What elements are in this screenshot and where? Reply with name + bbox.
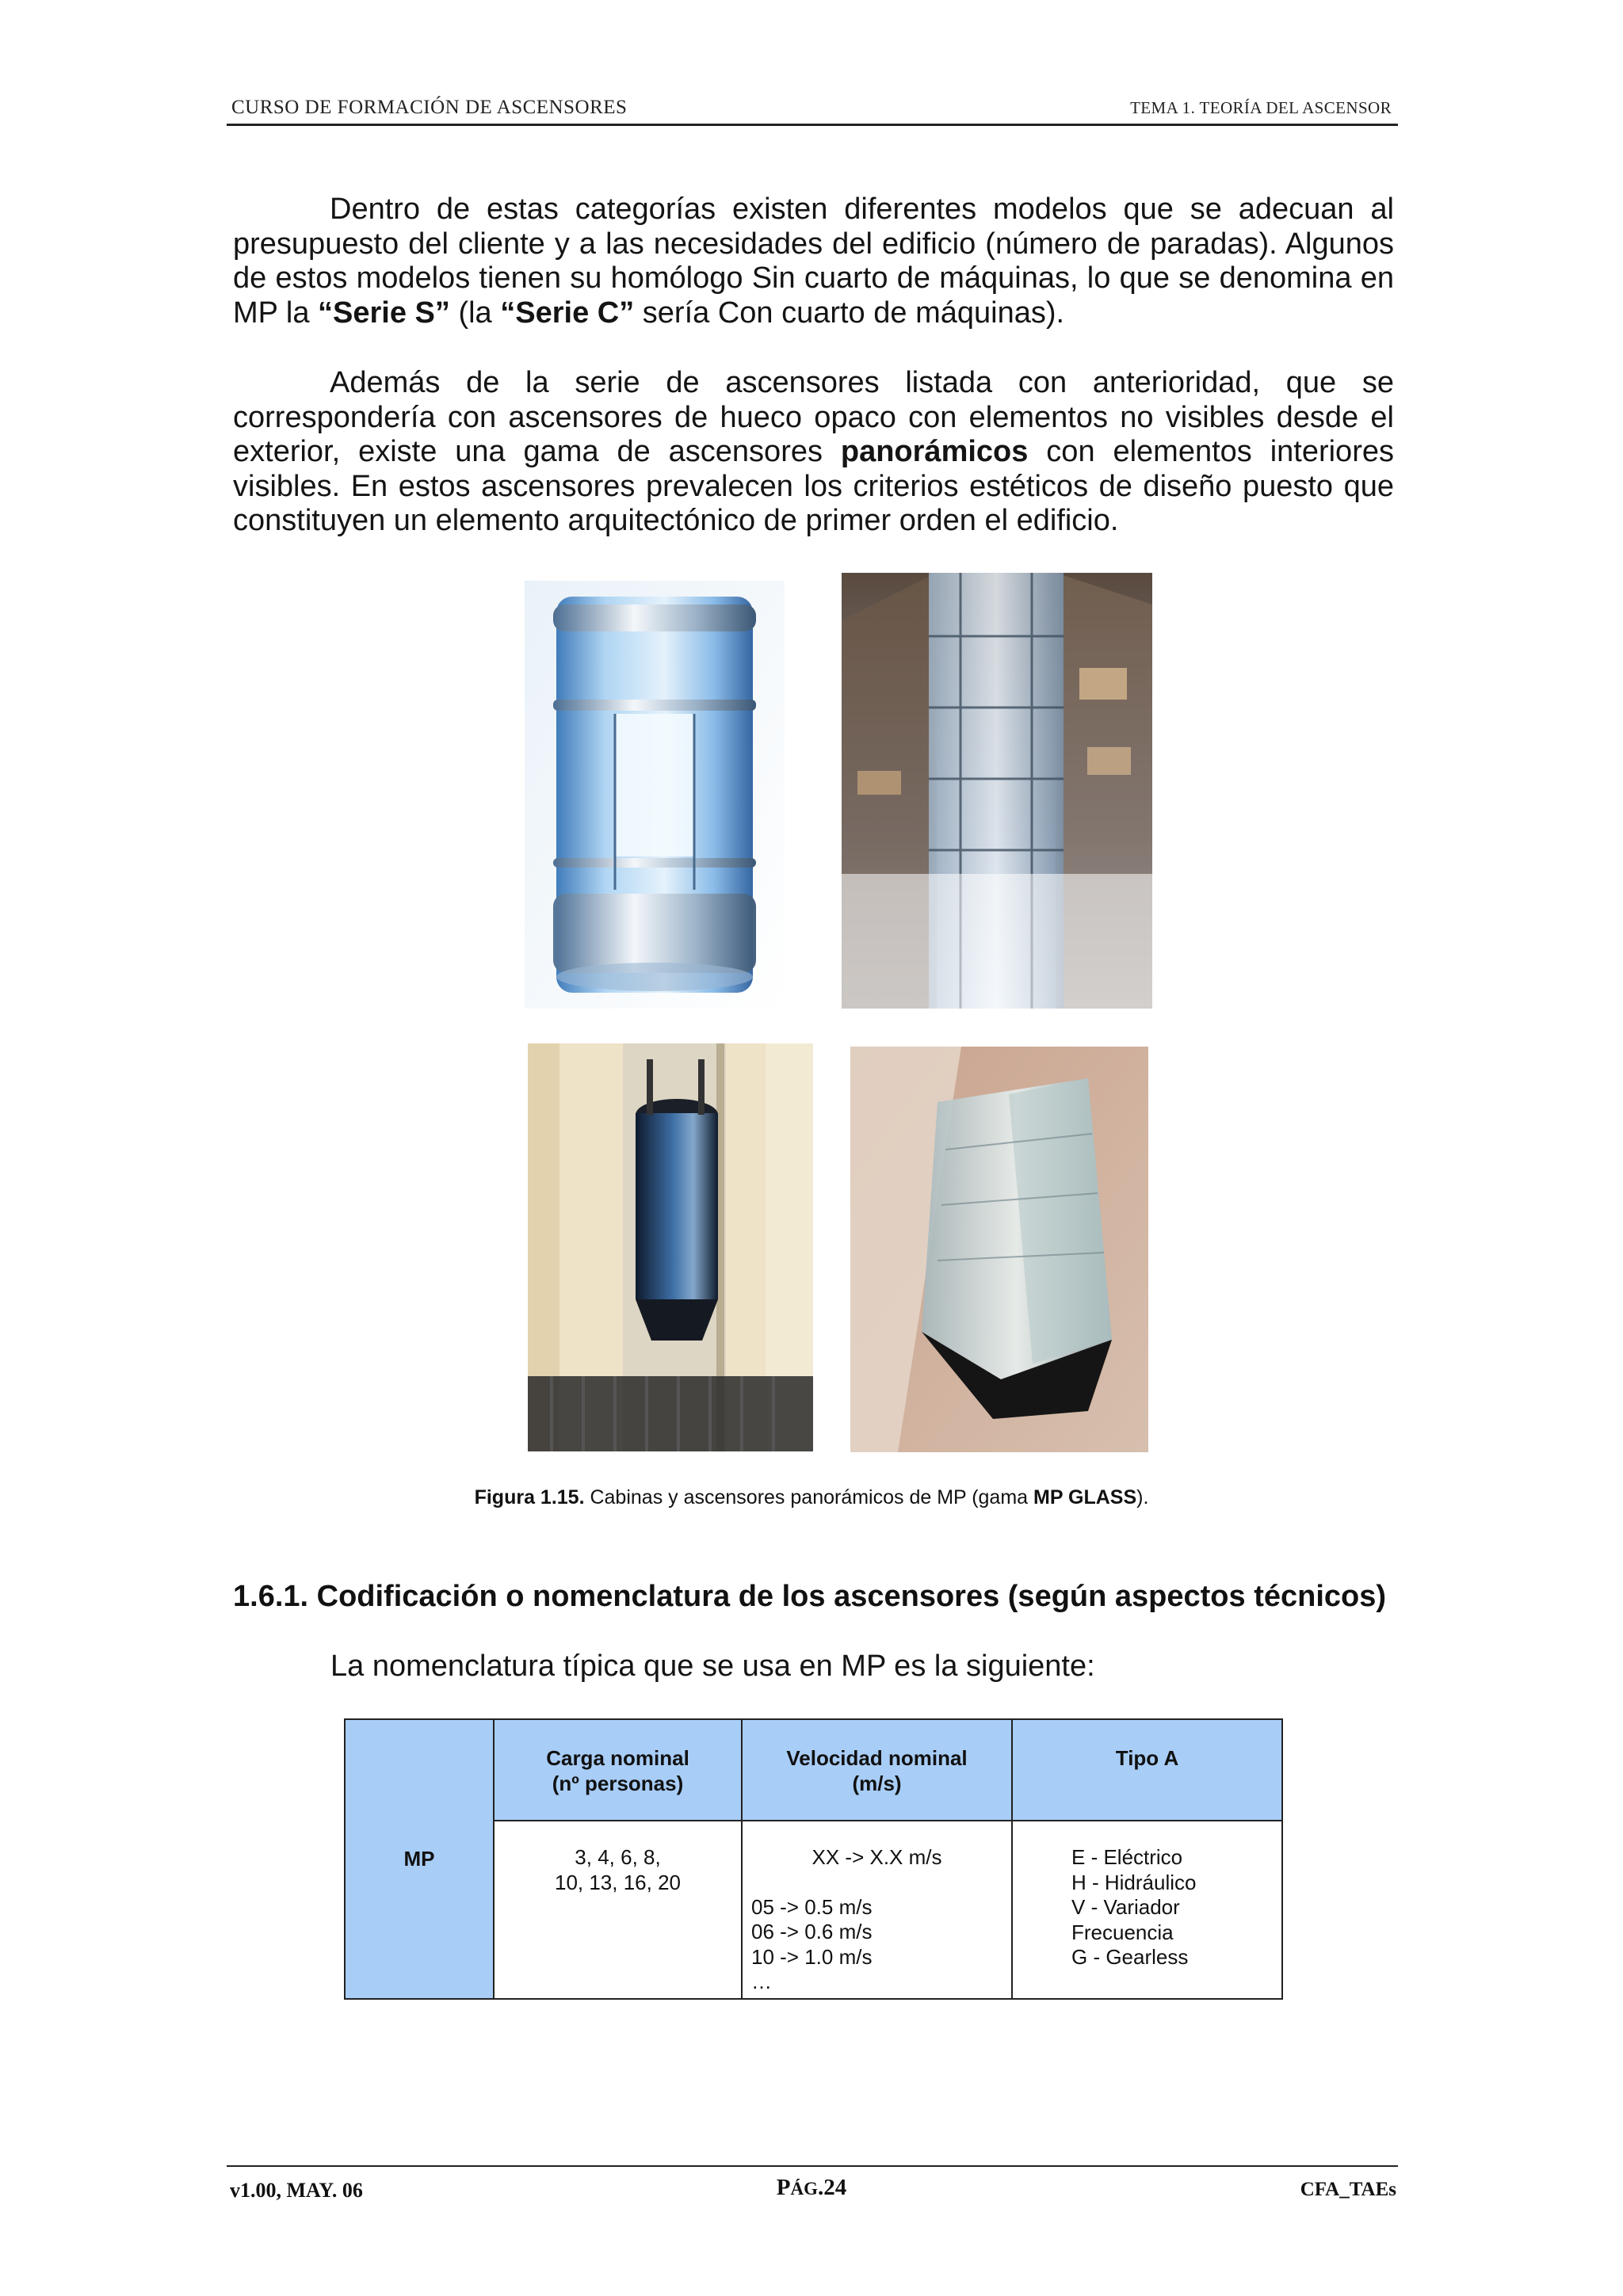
header-rule — [227, 124, 1398, 126]
caption-text: ). — [1136, 1486, 1149, 1508]
cell-tipo-values — [1013, 1821, 1281, 1998]
header-line: Tipo A — [1115, 1746, 1179, 1770]
header-line: Carga nominal — [546, 1746, 689, 1770]
page-label: P — [776, 2175, 791, 2200]
caption-product-name: MP GLASS — [1033, 1486, 1137, 1508]
page-header — [230, 93, 1396, 127]
section-heading: 1.6.1. Codificación o nomenclatura de los ascensores (según aspectos técnicos) — [233, 1580, 1387, 1613]
row-label-mp: MP — [346, 1720, 495, 1998]
tipo-item: Frecuencia — [1071, 1920, 1174, 1944]
tipo-item: G - Gearless — [1071, 1945, 1189, 1969]
paragraph-text: Además de la serie de ascensores listada con anterioridad, que se correspondería con ascensores de hueco opaco con elementos no visibles desde el exterior, existe una gama de ascensores — [233, 366, 1394, 468]
figure-caption — [0, 1486, 1623, 1509]
header-topic-title: TEMA 1. TEORÍA DEL ASCENSOR — [1130, 98, 1392, 117]
section-intro: La nomenclatura típica que se usa en MP es la siguiente: — [330, 1650, 1095, 1683]
cell-carga-values — [495, 1821, 743, 1998]
paragraph-text: sería Con cuarto de máquinas). — [634, 296, 1065, 330]
cell-velocidad-values — [743, 1821, 1013, 1998]
header-velocidad-nominal — [743, 1720, 1013, 1821]
header-course-title: CURSO DE FORMACIÓN DE ASCENSORES — [231, 97, 628, 118]
paragraph-text: Dentro de estas categorías existen diferentes modelos que se adecuan al presupuesto del cliente y a las necesidades del edificio (número de paradas). Algunos de estos modelos tienen su homólogo Sin cuarto de máquinas, lo que se denomina en MP la — [233, 193, 1394, 330]
photo-cylindrical-glass-cabin — [525, 581, 785, 1009]
velocidad-item: 06 -> 0.6 m/s — [751, 1920, 873, 1943]
footer-doc-code: CFA_TAEs — [1300, 2179, 1396, 2200]
header-carga-nominal — [495, 1720, 743, 1821]
header-tipo-a — [1013, 1720, 1281, 1821]
tipo-item: E - Eléctrico — [1071, 1845, 1183, 1869]
velocidad-format: XX -> X.X m/s — [812, 1845, 942, 1869]
velocidad-item: 10 -> 1.0 m/s — [751, 1944, 873, 1969]
tipo-item: H - Hidráulico — [1071, 1870, 1197, 1894]
serie-c-term: “Serie C” — [500, 296, 635, 330]
paragraph-text: (la — [449, 296, 501, 330]
photo-glass-shaft-facade — [842, 573, 1152, 1009]
nomenclature-table — [344, 1718, 1283, 2000]
footer-version: v1.00, MAY. 06 — [230, 2179, 363, 2202]
velocidad-item: … — [751, 1970, 772, 1993]
paragraph-models — [233, 193, 1394, 330]
footer-rule — [227, 2165, 1398, 2167]
page-number: .24 — [817, 2175, 847, 2200]
paragraph-text: con elementos interiores visibles. En estos ascensores prevalecen los criterios estéticos de diseño puesto que constituyen un elemento arquitectónico de primer orden el edificio. — [233, 435, 1394, 537]
carga-line: 3, 4, 6, 8, — [575, 1845, 661, 1869]
velocidad-item: 05 -> 0.5 m/s — [751, 1894, 873, 1919]
photo-capsule-elevator-facade — [528, 1043, 813, 1451]
velocidad-list — [743, 1895, 1011, 1995]
figure-label: Figura 1.15. — [474, 1486, 585, 1508]
page-label: ÁG — [790, 2179, 818, 2199]
panoramicos-term: panorámicos — [840, 435, 1029, 468]
paragraph-panoramic — [233, 366, 1394, 539]
header-line: (nº personas) — [552, 1772, 684, 1795]
photo-hexagonal-glass-shaft — [850, 1047, 1148, 1452]
header-line: (m/s) — [852, 1772, 902, 1795]
serie-s-term: “Serie S” — [318, 296, 450, 330]
caption-text: Cabinas y ascensores panorámicos de MP (gama — [584, 1486, 1034, 1508]
header-line: Velocidad nominal — [786, 1746, 968, 1770]
tipo-item: V - Variador — [1071, 1895, 1180, 1919]
carga-line: 10, 13, 16, 20 — [554, 1870, 682, 1894]
